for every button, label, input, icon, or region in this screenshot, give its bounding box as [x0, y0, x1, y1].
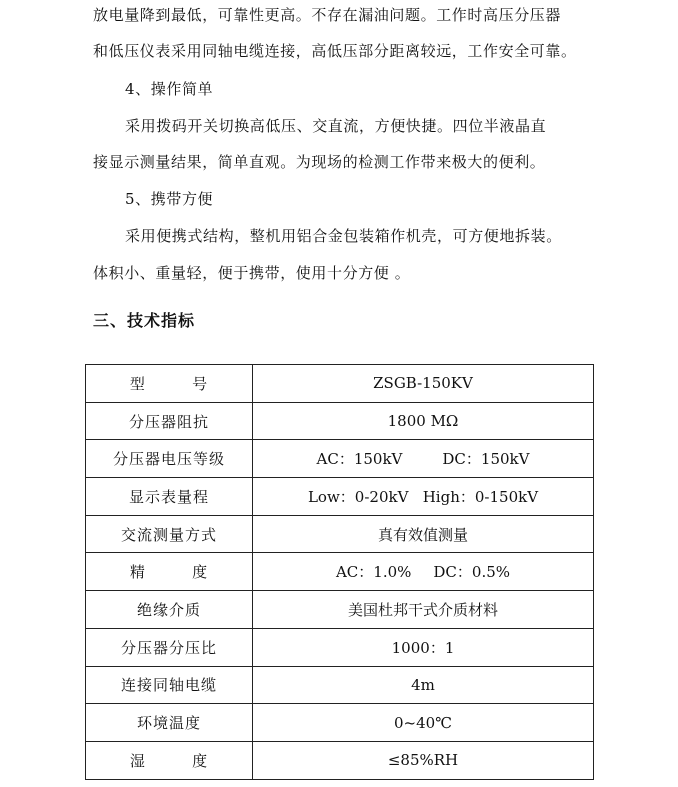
- table-row: [86, 591, 594, 629]
- section-title: 三、技术指标: [93, 311, 196, 330]
- spec-value: 美国杜邦干式介质材料: [253, 591, 594, 629]
- subheading-operation: 4、操作简单: [125, 80, 214, 98]
- paragraph-line: 采用拨码开关切换高低压、交直流，方便快捷。四位半液晶直: [125, 117, 547, 135]
- spec-value-dc: DC：0.5%: [433, 563, 511, 582]
- spec-value-dc: DC：150kV: [442, 450, 530, 469]
- table-row: [86, 440, 594, 478]
- table-row: [86, 402, 594, 440]
- table-row: [86, 704, 594, 742]
- table-row: [86, 553, 594, 591]
- paragraph-line: 接显示测量结果，简单直观。为现场的检测工作带来极大的便利。: [93, 153, 546, 171]
- spec-value: 1000：1: [253, 628, 594, 666]
- spec-value-ac: AC：150kV: [316, 450, 403, 469]
- spec-key: 湿 度: [86, 741, 253, 779]
- spec-value: [253, 440, 594, 478]
- spec-value: [253, 553, 594, 591]
- table-row: [86, 628, 594, 666]
- spec-value: 0~40℃: [253, 704, 594, 742]
- table-row: [86, 478, 594, 516]
- paragraph-line: 采用便携式结构，整机用铝合金包装箱作机壳，可方便地拆装。: [125, 227, 562, 245]
- paragraph-line: 和低压仪表采用同轴电缆连接，高低压部分距离较远，工作安全可靠。: [93, 42, 577, 60]
- table-row: [86, 666, 594, 704]
- paragraph-line: 放电量降到最低，可靠性更高。不存在漏油问题。工作时高压分压器: [93, 6, 562, 24]
- spec-value: 真有效值测量: [253, 515, 594, 553]
- subheading-portable: 5、携带方便: [125, 190, 214, 208]
- spec-key: 型 号: [86, 365, 253, 403]
- spec-key: 连接同轴电缆: [86, 666, 253, 704]
- spec-table: [85, 364, 594, 780]
- spec-value: ≤85%RH: [253, 741, 594, 779]
- spec-key: 分压器阻抗: [86, 402, 253, 440]
- spec-value-ac: AC：1.0%: [335, 563, 412, 582]
- spec-key: 绝缘介质: [86, 591, 253, 629]
- spec-value: ZSGB-150KV: [253, 365, 594, 403]
- spec-key: 分压器电压等级: [86, 440, 253, 478]
- table-row: [86, 741, 594, 779]
- spec-key: 显示表量程: [86, 478, 253, 516]
- spec-key: 环境温度: [86, 704, 253, 742]
- spec-key: 交流测量方式: [86, 515, 253, 553]
- spec-value: 4m: [253, 666, 594, 704]
- paragraph-line: 体积小、重量轻，便于携带，使用十分方便 。: [93, 264, 411, 282]
- spec-key: 分压器分压比: [86, 628, 253, 666]
- spec-value: 1800 MΩ: [253, 402, 594, 440]
- spec-key: 精 度: [86, 553, 253, 591]
- table-row: [86, 365, 594, 403]
- table-row: [86, 515, 594, 553]
- spec-value: Low：0-20kV High：0-150kV: [253, 478, 594, 516]
